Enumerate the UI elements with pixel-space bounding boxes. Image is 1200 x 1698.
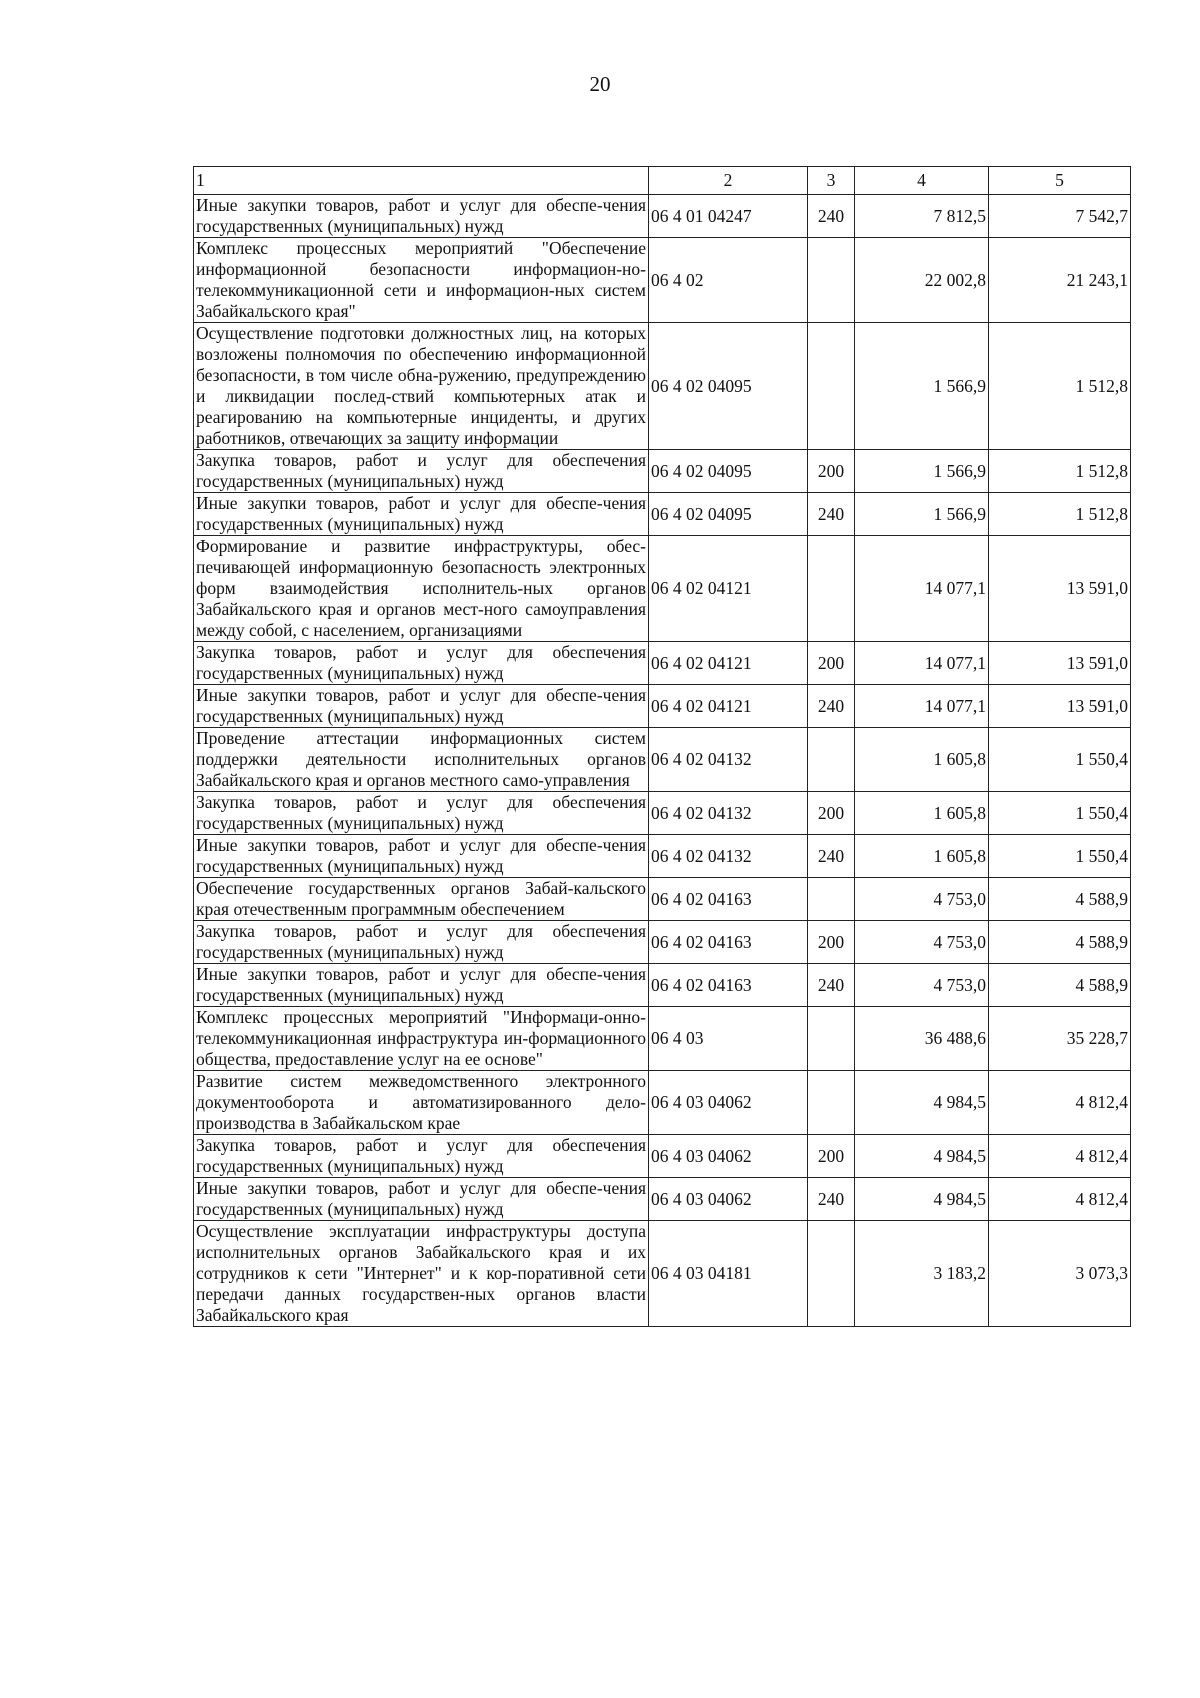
row-name-cell: Комплекс процессных мероприятий "Обеспечение информационной безопасности информацион-но-телекоммуникационной сети и информацион-ных систем Забайкальского края"	[194, 238, 649, 323]
row-value-2-cell: 1 550,4	[989, 728, 1131, 792]
row-value-1-cell: 4 984,5	[855, 1071, 989, 1135]
row-vr-cell: 240	[808, 964, 855, 1007]
row-code-cell: 06 4 02 04132	[649, 792, 808, 835]
row-value-2-cell: 13 591,0	[989, 685, 1131, 728]
row-vr-cell	[808, 536, 855, 642]
row-value-2-cell: 4 812,4	[989, 1178, 1131, 1221]
table-row	[194, 921, 1131, 964]
header-col-2: 2	[649, 167, 808, 195]
row-value-2-cell: 13 591,0	[989, 642, 1131, 685]
row-value-1-cell: 14 077,1	[855, 536, 989, 642]
row-name-cell: Развитие систем межведомственного электронного документооборота и автоматизированного дело-производства в Забайкальском крае	[194, 1071, 649, 1135]
row-value-1-cell: 4 984,5	[855, 1178, 989, 1221]
row-value-2-cell: 4 588,9	[989, 964, 1131, 1007]
table-row	[194, 238, 1131, 323]
row-value-2-cell: 4 588,9	[989, 878, 1131, 921]
row-name-cell: Иные закупки товаров, работ и услуг для обеспе-чения государственных (муниципальных) нужд	[194, 195, 649, 238]
row-vr-cell: 200	[808, 1135, 855, 1178]
row-code-cell: 06 4 03 04181	[649, 1221, 808, 1327]
row-vr-cell: 200	[808, 642, 855, 685]
table-row	[194, 493, 1131, 536]
row-value-1-cell: 22 002,8	[855, 238, 989, 323]
table-row	[194, 792, 1131, 835]
row-code-cell: 06 4 01 04247	[649, 195, 808, 238]
header-col-5: 5	[989, 167, 1131, 195]
row-value-1-cell: 7 812,5	[855, 195, 989, 238]
row-vr-cell: 200	[808, 921, 855, 964]
table-row	[194, 642, 1131, 685]
row-name-cell: Закупка товаров, работ и услуг для обеспечения государственных (муниципальных) нужд	[194, 1135, 649, 1178]
row-name-cell: Закупка товаров, работ и услуг для обеспечения государственных (муниципальных) нужд	[194, 642, 649, 685]
row-name-cell: Иные закупки товаров, работ и услуг для обеспе-чения государственных (муниципальных) нужд	[194, 493, 649, 536]
row-value-2-cell: 4 812,4	[989, 1071, 1131, 1135]
row-value-1-cell: 14 077,1	[855, 642, 989, 685]
row-name-cell: Закупка товаров, работ и услуг для обеспечения государственных (муниципальных) нужд	[194, 792, 649, 835]
row-name-cell: Осуществление подготовки должностных лиц, на которых возложены полномочия по обеспечению информационной безопасности, в том числе обна-ружению, предупреждению и ликвидации послед-ствий компьютерных атак и реагированию на компьютерные инциденты, и других работников, отвечающих за защиту информации	[194, 323, 649, 450]
row-value-1-cell: 1 566,9	[855, 493, 989, 536]
row-code-cell: 06 4 02 04121	[649, 536, 808, 642]
table-row	[194, 195, 1131, 238]
row-value-1-cell: 1 605,8	[855, 792, 989, 835]
row-value-2-cell: 4 812,4	[989, 1135, 1131, 1178]
row-code-cell: 06 4 03 04062	[649, 1135, 808, 1178]
row-code-cell: 06 4 03 04062	[649, 1178, 808, 1221]
row-value-1-cell: 14 077,1	[855, 685, 989, 728]
row-code-cell: 06 4 02 04132	[649, 728, 808, 792]
header-col-4: 4	[855, 167, 989, 195]
row-value-1-cell: 1 566,9	[855, 323, 989, 450]
table-row	[194, 878, 1131, 921]
row-value-2-cell: 13 591,0	[989, 536, 1131, 642]
row-value-2-cell: 21 243,1	[989, 238, 1131, 323]
row-vr-cell: 240	[808, 835, 855, 878]
header-col-1: 1	[194, 167, 649, 195]
table-row	[194, 1178, 1131, 1221]
row-vr-cell: 240	[808, 195, 855, 238]
row-vr-cell: 200	[808, 450, 855, 493]
row-code-cell: 06 4 02 04163	[649, 878, 808, 921]
row-value-1-cell: 1 605,8	[855, 728, 989, 792]
row-code-cell: 06 4 02 04132	[649, 835, 808, 878]
table-body	[194, 195, 1131, 1327]
budget-table	[193, 166, 1131, 1327]
row-value-1-cell: 36 488,6	[855, 1007, 989, 1071]
row-value-2-cell: 1 512,8	[989, 493, 1131, 536]
row-code-cell: 06 4 03 04062	[649, 1071, 808, 1135]
header-col-3: 3	[808, 167, 855, 195]
row-vr-cell: 200	[808, 792, 855, 835]
table-row	[194, 835, 1131, 878]
row-name-cell: Проведение аттестации информационных систем поддержки деятельности исполнительных органов Забайкальского края и органов местного само-управления	[194, 728, 649, 792]
row-code-cell: 06 4 02	[649, 238, 808, 323]
table-row	[194, 323, 1131, 450]
row-code-cell: 06 4 02 04095	[649, 450, 808, 493]
row-value-1-cell: 4 753,0	[855, 964, 989, 1007]
row-name-cell: Формирование и развитие инфраструктуры, обес-печивающей информационную безопасность электронных форм взаимодействия исполнитель-ных органов Забайкальского края и органов мест-ного самоуправления между собой, с населением, организациями	[194, 536, 649, 642]
row-value-1-cell: 1 566,9	[855, 450, 989, 493]
row-value-1-cell: 4 753,0	[855, 878, 989, 921]
table-row	[194, 1221, 1131, 1327]
row-vr-cell: 240	[808, 1178, 855, 1221]
row-value-2-cell: 35 228,7	[989, 1007, 1131, 1071]
table-row	[194, 450, 1131, 493]
header-row	[194, 167, 1131, 195]
row-vr-cell	[808, 238, 855, 323]
row-code-cell: 06 4 02 04163	[649, 964, 808, 1007]
row-code-cell: 06 4 02 04163	[649, 921, 808, 964]
row-value-1-cell: 4 753,0	[855, 921, 989, 964]
row-vr-cell	[808, 1007, 855, 1071]
row-value-1-cell: 4 984,5	[855, 1135, 989, 1178]
table-header	[194, 167, 1131, 195]
row-name-cell: Обеспечение государственных органов Забай-кальского края отечественным программным обеспечением	[194, 878, 649, 921]
row-vr-cell	[808, 728, 855, 792]
row-vr-cell	[808, 323, 855, 450]
row-value-2-cell: 1 550,4	[989, 792, 1131, 835]
table-row	[194, 1135, 1131, 1178]
row-value-2-cell: 1 512,8	[989, 323, 1131, 450]
row-name-cell: Осуществление эксплуатации инфраструктуры доступа исполнительных органов Забайкальского края и их сотрудников к сети "Интернет" и к кор-поративной сети передачи данных государствен-ных органов власти Забайкальского края	[194, 1221, 649, 1327]
table-row	[194, 728, 1131, 792]
row-vr-cell: 240	[808, 685, 855, 728]
row-vr-cell	[808, 1071, 855, 1135]
row-code-cell: 06 4 02 04095	[649, 323, 808, 450]
row-name-cell: Иные закупки товаров, работ и услуг для обеспе-чения государственных (муниципальных) нужд	[194, 835, 649, 878]
row-name-cell: Комплекс процессных мероприятий "Информаци-онно-телекоммуникационная инфраструктура ин-формационного общества, предоставление услуг на ее основе"	[194, 1007, 649, 1071]
row-code-cell: 06 4 02 04121	[649, 685, 808, 728]
table-row	[194, 536, 1131, 642]
row-value-2-cell: 7 542,7	[989, 195, 1131, 238]
row-vr-cell	[808, 1221, 855, 1327]
row-vr-cell: 240	[808, 493, 855, 536]
page-number: 20	[589, 72, 611, 96]
row-code-cell: 06 4 02 04095	[649, 493, 808, 536]
row-code-cell: 06 4 03	[649, 1007, 808, 1071]
row-name-cell: Иные закупки товаров, работ и услуг для обеспе-чения государственных (муниципальных) нужд	[194, 1178, 649, 1221]
row-value-1-cell: 3 183,2	[855, 1221, 989, 1327]
table-row	[194, 685, 1131, 728]
row-code-cell: 06 4 02 04121	[649, 642, 808, 685]
table-row	[194, 1071, 1131, 1135]
table-row	[194, 1007, 1131, 1071]
row-value-2-cell: 1 512,8	[989, 450, 1131, 493]
row-name-cell: Иные закупки товаров, работ и услуг для обеспе-чения государственных (муниципальных) нужд	[194, 964, 649, 1007]
row-value-1-cell: 1 605,8	[855, 835, 989, 878]
row-vr-cell	[808, 878, 855, 921]
row-name-cell: Иные закупки товаров, работ и услуг для обеспе-чения государственных (муниципальных) нужд	[194, 685, 649, 728]
row-value-2-cell: 4 588,9	[989, 921, 1131, 964]
row-value-2-cell: 1 550,4	[989, 835, 1131, 878]
row-name-cell: Закупка товаров, работ и услуг для обеспечения государственных (муниципальных) нужд	[194, 921, 649, 964]
row-value-2-cell: 3 073,3	[989, 1221, 1131, 1327]
row-name-cell: Закупка товаров, работ и услуг для обеспечения государственных (муниципальных) нужд	[194, 450, 649, 493]
table-row	[194, 964, 1131, 1007]
